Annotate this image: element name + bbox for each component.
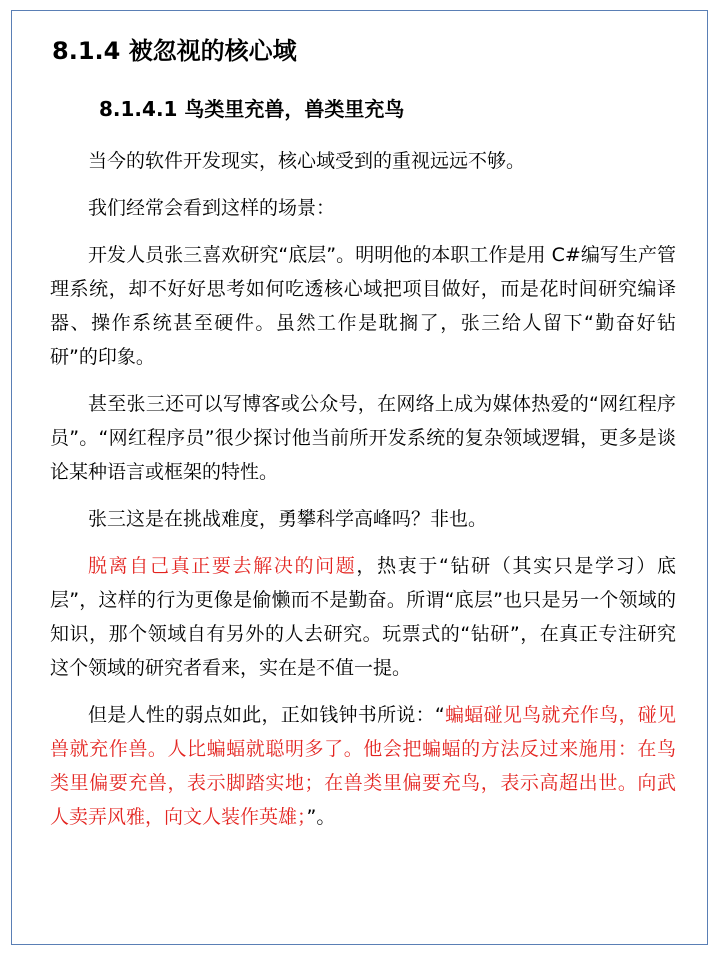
paragraph-6 <box>50 549 676 685</box>
paragraph-7 <box>50 698 676 834</box>
paragraph-7-lead: 但是人性的弱点如此，正如钱钟书所说：“ <box>88 704 445 726</box>
paragraph-7-tail: ”。 <box>306 806 336 828</box>
section-heading: 8.1.4 被忽视的核心域 <box>52 37 297 65</box>
paragraph-5: 张三这是在挑战难度，勇攀科学高峰吗？非也。 <box>88 508 488 530</box>
paragraph-6-rest: ，热衷于“钻研（其实只是学习）底层”，这样的行为更像是偷懒而不是勤奋。所谓“底层”也只是另一个领域的知识，那个领域自有另外的人去研究。玩票式的“钻研”，在真正专注研究这个领域的研究者看来，实在是不值一提。 <box>50 555 676 679</box>
document-page <box>11 10 708 945</box>
subsection-heading: 8.1.4.1 鸟类里充兽，兽类里充鸟 <box>99 97 405 121</box>
paragraph-1: 当今的软件开发现实，核心域受到的重视远远不够。 <box>88 150 526 172</box>
paragraph-2: 我们经常会看到这样的场景： <box>88 197 336 219</box>
body-text <box>50 144 676 847</box>
quote-highlighted-text: 蝙蝠碰见鸟就充作鸟，碰见兽就充作兽。人比蝙蝠就聪明多了。他会把蝙蝠的方法反过来施用：在鸟类里偏要充兽，表示脚踏实地；在兽类里偏要充鸟，表示高超出世。向武人卖弄风雅，向文人装作英雄； <box>50 704 676 828</box>
paragraph-4: 甚至张三还可以写博客或公众号，在网络上成为媒体热爱的“网红程序员”。“网红程序员”很少探讨他当前所开发系统的复杂领域逻辑，更多是谈论某种语言或框架的特性。 <box>50 393 676 483</box>
paragraph-3: 开发人员张三喜欢研究“底层”。明明他的本职工作是用 C#编写生产管理系统，却不好好思考如何吃透核心域把项目做好，而是花时间研究编译器、操作系统甚至硬件。虽然工作是耽搁了，张三给人留下“勤奋好钻研”的印象。 <box>50 244 676 368</box>
highlighted-text: 脱离自己真正要去解决的问题 <box>88 555 357 577</box>
